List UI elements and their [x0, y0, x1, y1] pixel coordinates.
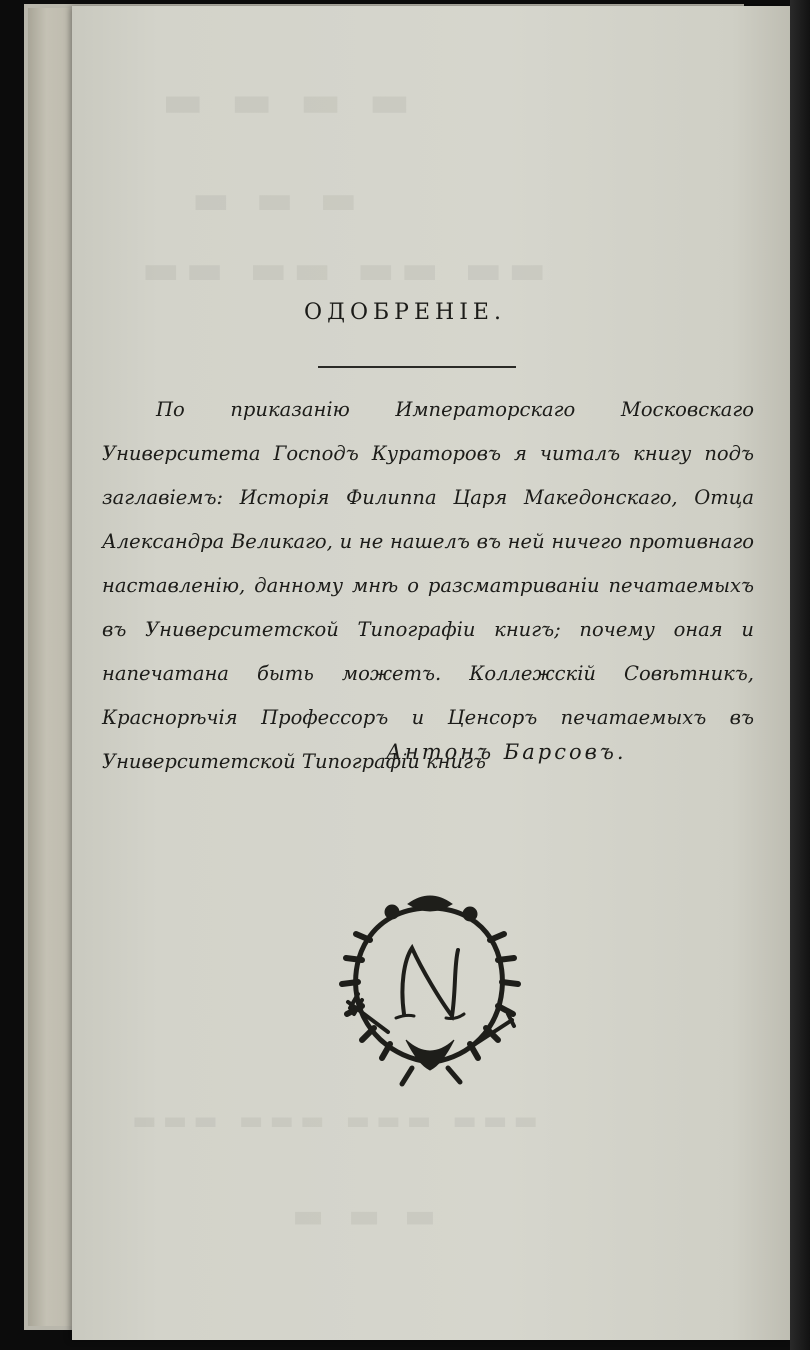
bleed-through-mark: ▬ ▬ ▬ [192, 176, 364, 223]
censor-signature: Антонъ Барсовъ. [386, 740, 627, 764]
bleed-through-mark: ▬ ▬ ▬ [292, 1196, 443, 1236]
page-heading: ОДОБРЕНІЕ. [304, 300, 506, 325]
wreath-monogram-vignette-icon [330, 890, 530, 1090]
bleed-through-mark: ▬▬ ▬▬ ▬▬ ▬▬ [142, 246, 553, 293]
bleed-through-mark: ▬ ▬ ▬ ▬ [162, 76, 417, 127]
heading-rule [318, 366, 516, 368]
scan-border [790, 0, 810, 1350]
approval-text: По приказанію Императорскаго Московскаго Университета Господъ Кураторовъ я читалъ книгу подъ заглавіемъ: Исторія Филиппа Царя Македонскаго, Отца Александра Великаго, и не нашелъ въ ней ничего противнаго наставленію, данному мнѣ о разсматриваніи печатаемыхъ въ Университетской Типографіи книгъ; почему оная и напечатана быть можетъ. Коллежскій Совѣтникъ, Краснорѣчія Профессоръ и Ценсоръ печатаемыхъ въ Университетской Типографіи книгъ [102, 398, 754, 773]
page-edge [28, 8, 74, 1326]
bleed-through-mark: ▬▬▬ ▬▬▬ ▬▬▬ ▬▬▬ [132, 1106, 544, 1136]
